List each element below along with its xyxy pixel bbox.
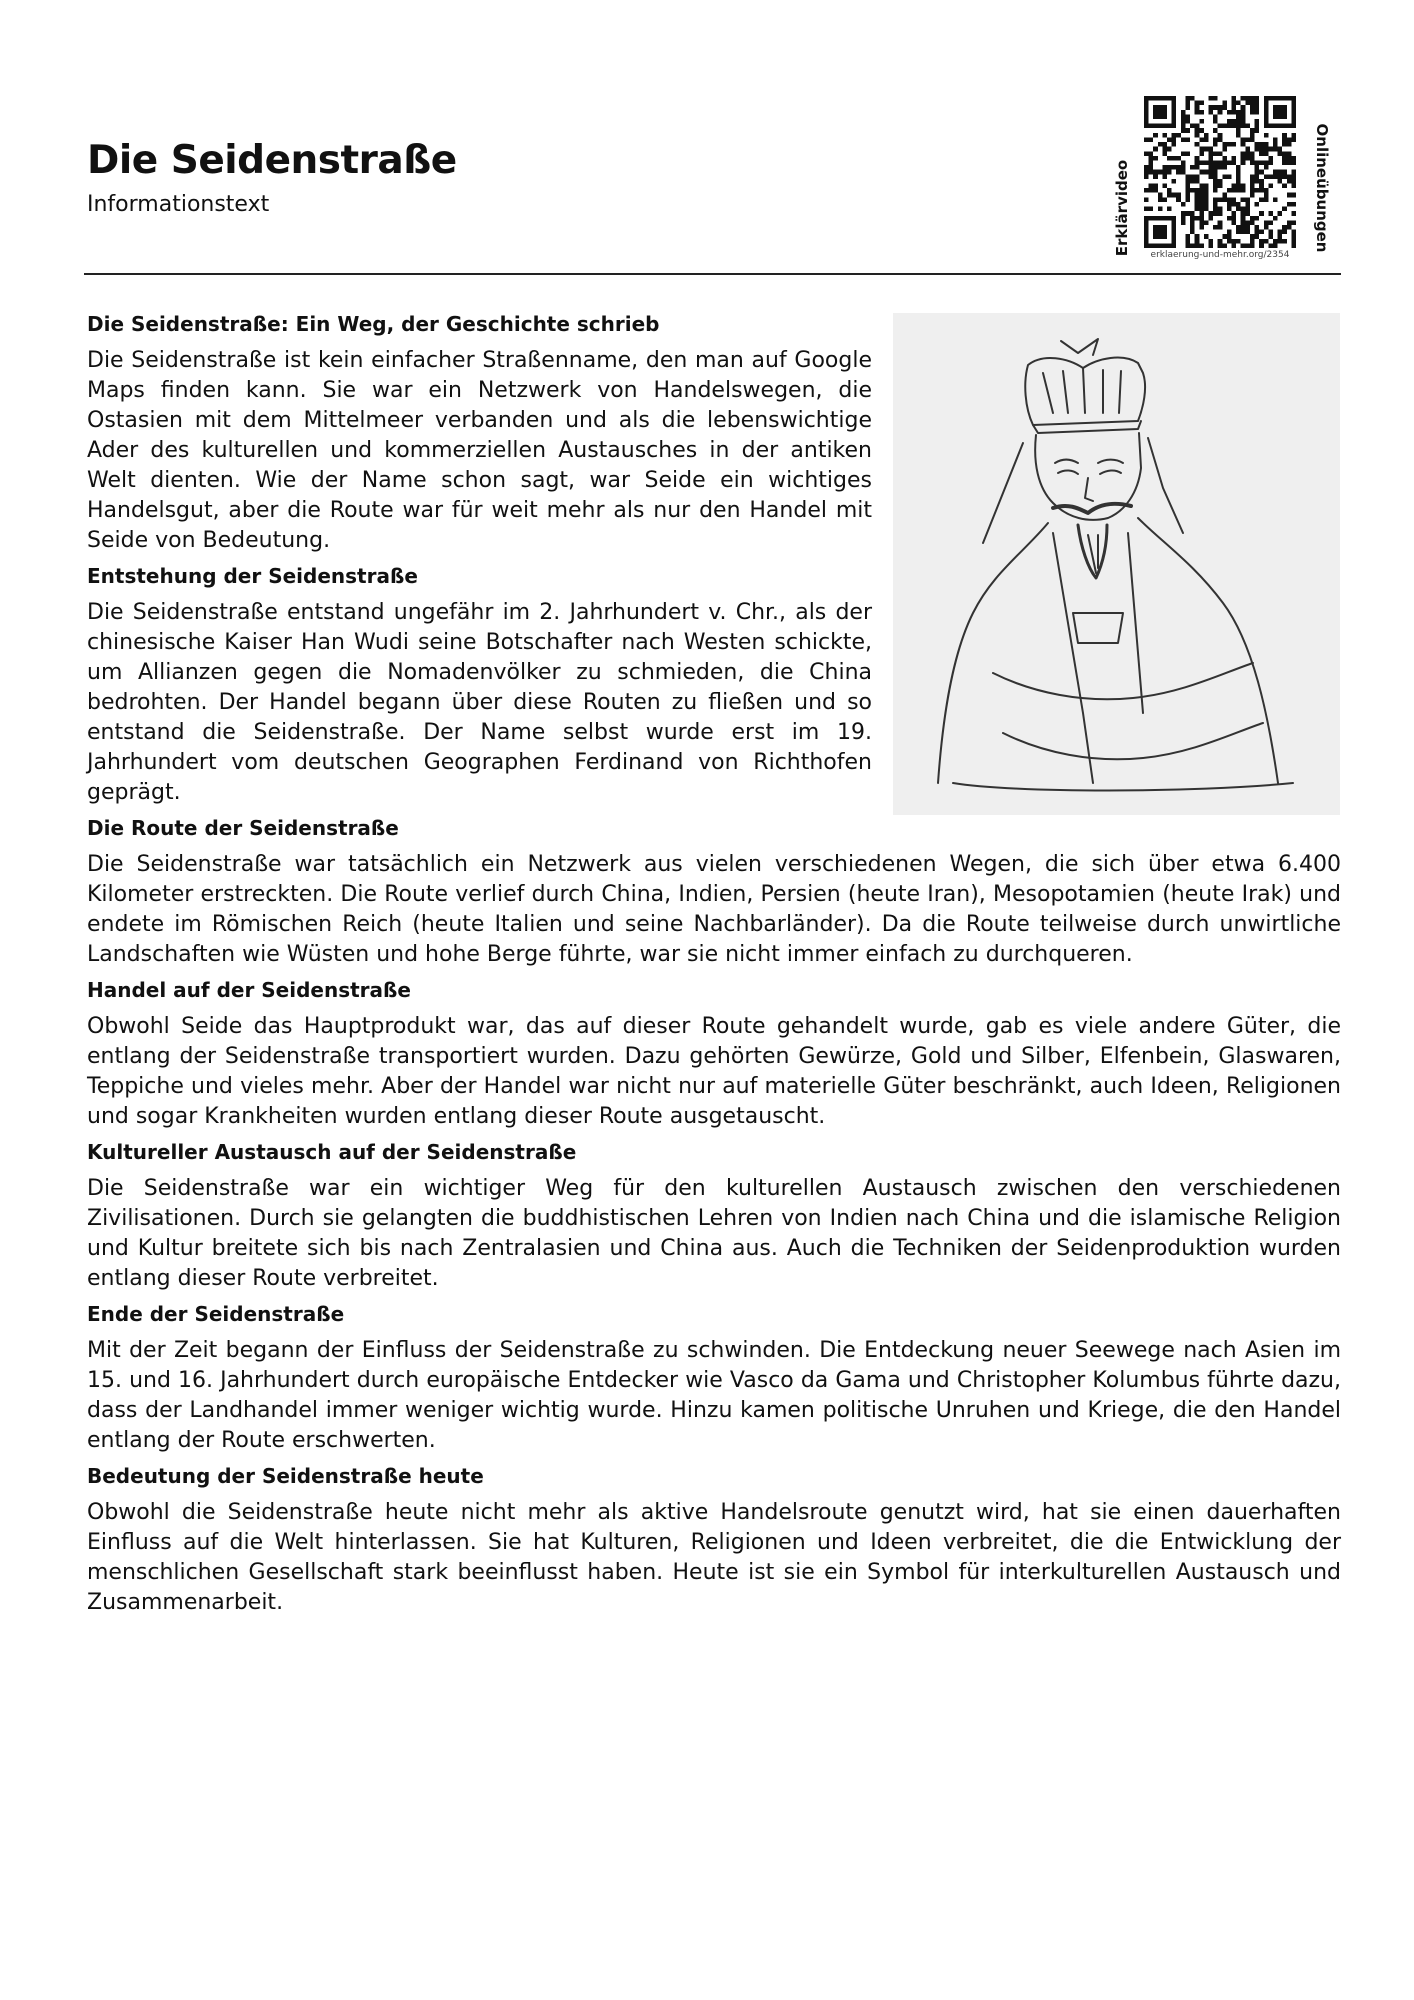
online-exercises-label: Onlineübungen — [1313, 123, 1331, 253]
section-cultural-exchange — [87, 1138, 1341, 1294]
qr-url[interactable]: erklaerung-und-mehr.org/2354 — [1150, 250, 1290, 260]
section-route — [87, 814, 1341, 970]
section-text: Mit der Zeit begann der Einfluss der Seidenstraße zu schwinden. Die Entdeckung neuer Seewege nach Asien im 15. und 16. Jahrhundert durch europäische Entdecker wie Vasco da Gama und Christopher Kolumbus führte dazu, dass der Landhandel immer weniger wichtig wurde. Hinzu kamen politische Unruhen und Kriege, die den Handel entlang der Route erschwerten. — [87, 1338, 1341, 1453]
section-heading: Die Seidenstraße: Ein Weg, der Geschichte schrieb — [87, 312, 660, 336]
section-heading: Die Route der Seidenstraße — [87, 816, 399, 840]
page-subtitle: Informationstext — [87, 192, 270, 217]
section-trade — [87, 976, 1341, 1132]
section-significance-today — [87, 1462, 1341, 1618]
section-text: Die Seidenstraße war ein wichtiger Weg für den kulturellen Austausch zwischen den verschiedenen Zivilisationen. Durch sie gelangten die buddhistischen Lehren von Indien nach China und die islamische Religion und Kultur breitete sich bis nach Zentralasien und China aus. Auch die Techniken der Seidenproduktion wurden entlang dieser Route verbreitet. — [87, 1176, 1341, 1291]
section-end — [87, 1300, 1341, 1456]
section-heading: Bedeutung der Seidenstraße heute — [87, 1464, 484, 1488]
section-text: Die Seidenstraße ist kein einfacher Straßenname, den man auf Google Maps finden kann. Sie war ein Netzwerk von Handelswegen, die Ostasien mit dem Mittelmeer verbanden und als die lebenswichtige Ader des kulturellen und kommerziellen Austausches in der antiken Welt dienten. Wie der Name schon sagt, war Seide ein wichtiges Handelsgut, aber die Route war für weit mehr als nur den Handel mit Seide von Bedeutung. — [87, 348, 872, 553]
explainer-video-label: Erklärvideo — [1113, 159, 1131, 257]
section-heading: Entstehung der Seidenstraße — [87, 564, 418, 588]
section-heading: Ende der Seidenstraße — [87, 1302, 345, 1326]
section-text: Obwohl Seide das Hauptprodukt war, das auf dieser Route gehandelt wurde, gab es viele andere Güter, die entlang der Seidenstraße transportiert wurden. Dazu gehörten Gewürze, Gold und Silber, Elfenbein, Glaswaren, Teppiche und vieles mehr. Aber der Handel war nicht nur auf materielle Güter beschränkt, auch Ideen, Religionen und sogar Krankheiten wurden entlang dieser Route ausgetauscht. — [87, 1014, 1341, 1129]
section-heading: Handel auf der Seidenstraße — [87, 978, 411, 1002]
article-body — [87, 310, 1341, 1624]
qr-left-label — [1110, 128, 1134, 288]
header-divider — [84, 273, 1341, 275]
section-heading: Kultureller Austausch auf der Seidenstraße — [87, 1140, 577, 1164]
section-text: Die Seidenstraße entstand ungefähr im 2. Jahrhundert v. Chr., als der chinesische Kaiser Han Wudi seine Botschafter nach Westen schickte, um Allianzen gegen die Nomadenvölker zu schmieden, die China bedrohten. Der Handel begann über diese Routen zu fließen und so entstand die Seidenstraße. Der Name selbst wurde erst im 19. Jahrhundert vom deutschen Geographen Ferdinand von Richthofen geprägt. — [87, 600, 872, 805]
qr-code-icon[interactable] — [1144, 96, 1296, 248]
page-title: Die Seidenstraße — [87, 138, 457, 183]
qr-badge[interactable] — [1098, 88, 1343, 268]
section-text: Obwohl die Seidenstraße heute nicht mehr als aktive Handelsroute genutzt wird, hat sie einen dauerhaften Einfluss auf die Welt hinterlassen. Sie hat Kulturen, Religionen und Ideen verbreitet, die die Entwicklung der menschlichen Gesellschaft stark beeinflusst haben. Heute ist sie ein Symbol für interkulturellen Austausch und Zusammenarbeit. — [87, 1500, 1341, 1615]
qr-right-label — [1310, 108, 1334, 268]
section-intro — [87, 310, 1341, 556]
section-origin — [87, 562, 1341, 808]
section-text: Die Seidenstraße war tatsächlich ein Netzwerk aus vielen verschiedenen Wegen, die sich über etwa 6.400 Kilometer erstreckten. Die Route verlief durch China, Indien, Persien (heute Iran), Mesopotamien (heute Irak) und endete im Römischen Reich (heute Italien und seine Nachbarländer). Da die Route teilweise durch unwirtliche Landschaften wie Wüsten und hohe Berge führte, war sie nicht immer einfach zu durchqueren. — [87, 852, 1341, 967]
